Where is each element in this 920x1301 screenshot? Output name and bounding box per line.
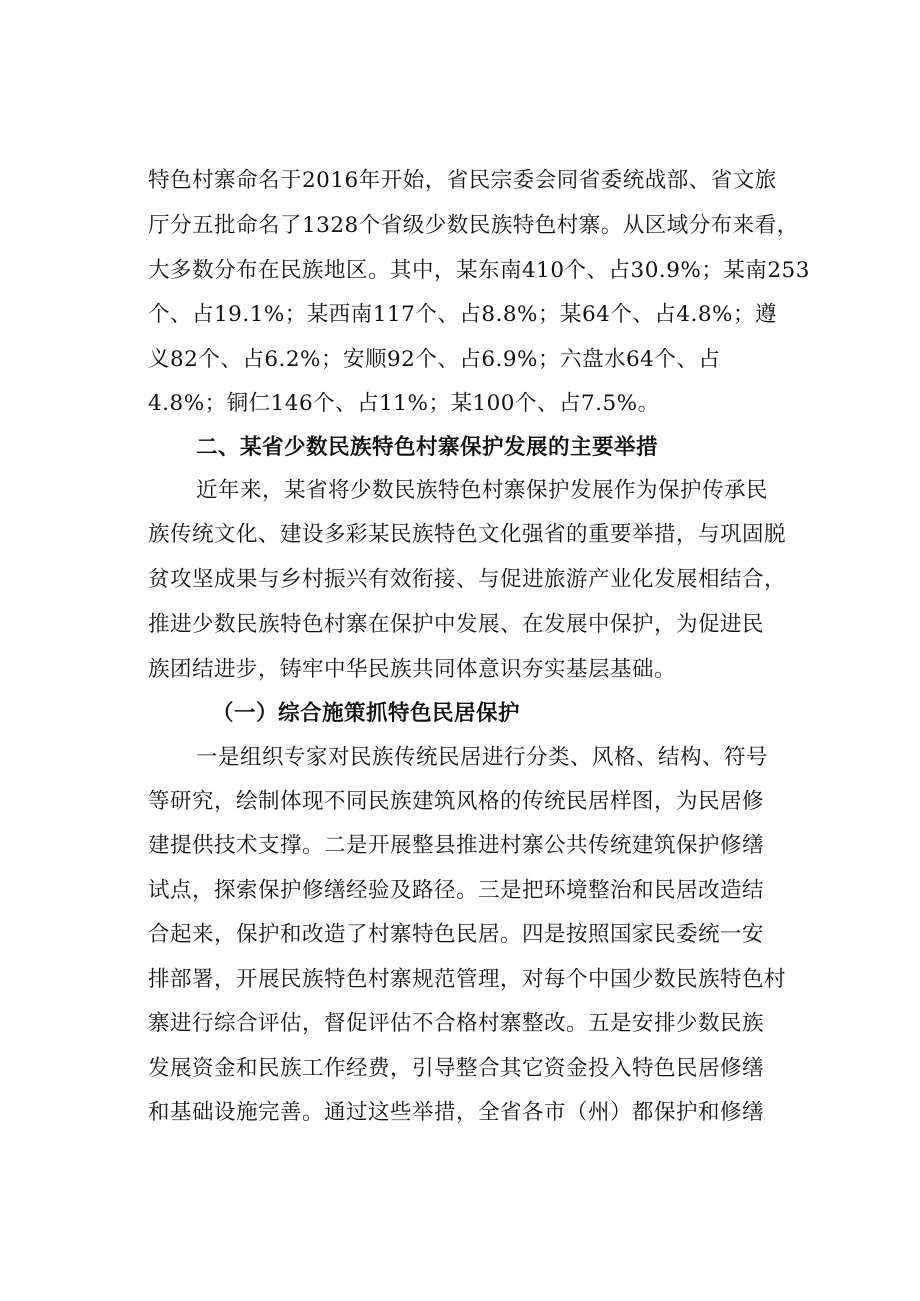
paragraph-line: 寨进行综合评估，督促评估不合格村寨整改。五是安排少数民族 [148, 1011, 765, 1036]
section-heading: 二、某省少数民族特色村寨保护发展的主要举措 [196, 435, 659, 460]
paragraph-line: 一是组织专家对民族传统民居进行分类、风格、结构、符号 [196, 745, 769, 770]
paragraph-line: 大多数分布在民族地区。其中，某东南410个、占30.9%；某南253 [148, 258, 810, 283]
paragraph-line: 个、占19.1%；某西南117个、占8.8%；某64个、占4.8%；遵 [148, 302, 777, 327]
paragraph-line: 4.8%；铜仁146个、占11%；某100个、占7.5%。 [148, 391, 660, 416]
paragraph-line: 试点，探索保护修缮经验及路径。三是把环境整治和民居改造结 [148, 878, 765, 903]
paragraph-line: 特色村寨命名于2016年开始，省民宗委会同省委统战部、省文旅 [148, 168, 777, 193]
paragraph-line: 义82个、占6.2%；安顺92个、占6.9%；六盘水64个、占 [148, 347, 721, 372]
subsection-heading: （一）综合施策抓特色民居保护 [212, 701, 521, 726]
paragraph-line: 发展资金和民族工作经费，引导整合其它资金投入特色民居修缮 [148, 1056, 765, 1081]
paragraph-line: 排部署，开展民族特色村寨规范管理，对每个中国少数民族特色村 [148, 967, 787, 992]
paragraph-line: 族传统文化、建设多彩某民族特色文化强省的重要举措，与巩固脱 [148, 522, 787, 547]
paragraph-line: 和基础设施完善。通过这些举措，全省各市（州）都保护和修缮 [148, 1100, 765, 1125]
paragraph-line: 等研究，绘制体现不同民族建筑风格的传统民居样图，为民居修 [148, 789, 765, 814]
paragraph-line: 厅分五批命名了1328个省级少数民族特色村寨。从区域分布来看， [148, 213, 799, 238]
paragraph-line: 推进少数民族特色村寨在保护中发展、在发展中保护，为促进民 [148, 612, 765, 637]
paragraph-line: 建提供技术支撑。二是开展整县推进村寨公共传统建筑保护修缮 [148, 833, 765, 858]
paragraph-line: 族团结进步，铸牢中华民族共同体意识夯实基层基础。 [148, 657, 677, 682]
paragraph-line: 近年来，某省将少数民族特色村寨保护发展作为保护传承民 [196, 478, 769, 503]
paragraph-line: 贫攻坚成果与乡村振兴有效衔接、与促进旅游产业化发展相结合， [148, 567, 787, 592]
paragraph-line: 合起来，保护和改造了村寨特色民居。四是按照国家民委统一安 [148, 922, 765, 947]
